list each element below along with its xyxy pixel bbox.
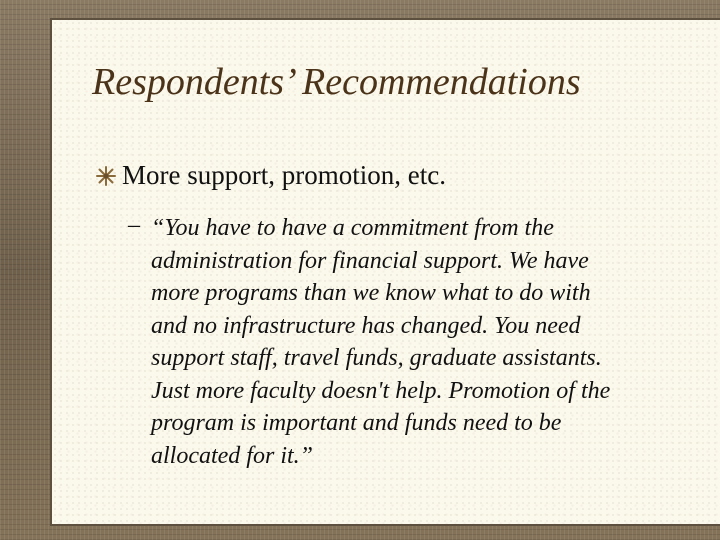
quote-line: and no infrastructure has changed. You need: [151, 312, 581, 339]
quote-line: “You have to have a commitment from the: [151, 215, 554, 241]
quote-text: [151, 212, 610, 472]
quote-line: administration for financial support. We have: [151, 247, 589, 274]
quote-line: allocated for it.”: [151, 442, 313, 469]
quote-line: support staff, travel funds, graduate assistants.: [151, 345, 602, 371]
quote-line: program is important and funds need to be: [151, 410, 562, 436]
bullet-text: More support, promotion, etc.: [122, 160, 446, 190]
bullet-item: [96, 160, 446, 191]
slide-title: Respondents’ Recommendations: [92, 61, 581, 103]
slide-panel: [50, 18, 720, 526]
quote-line: Just more faculty doesn't help. Promotion of the: [151, 377, 611, 404]
quote-line: more programs than we know what to do with: [151, 280, 591, 306]
sub-bullet-dash: –: [128, 212, 140, 238]
sparkle-bullet-icon: [96, 166, 116, 186]
